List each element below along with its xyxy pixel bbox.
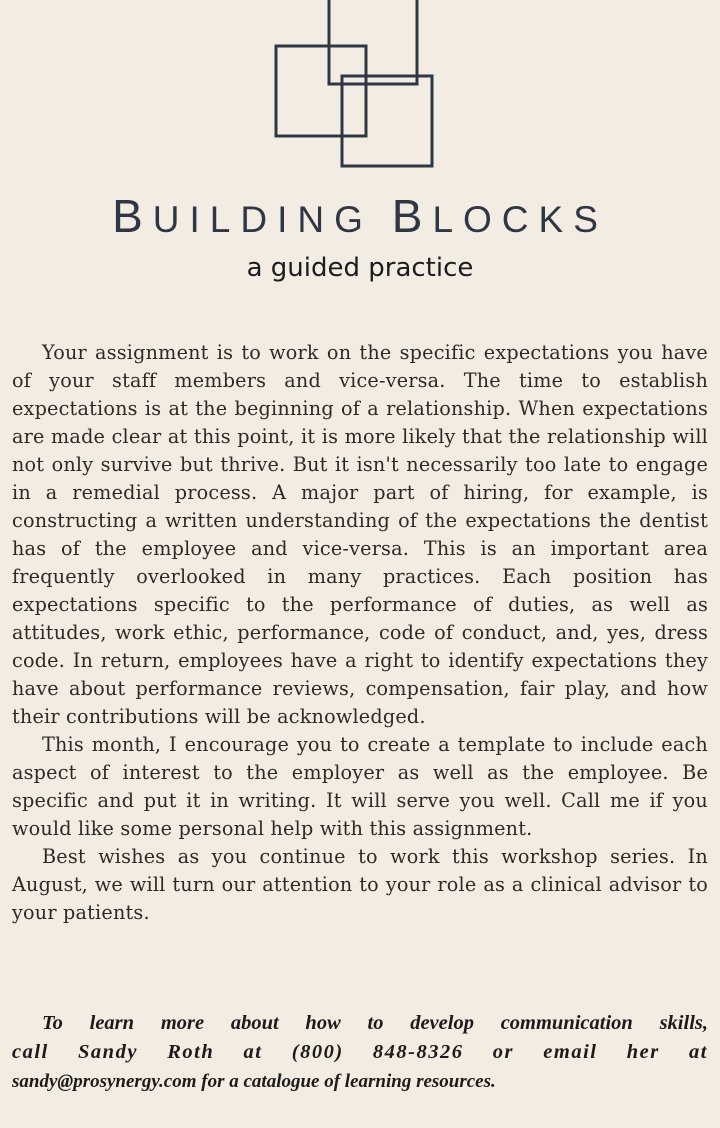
title-initial-b2: B: [391, 190, 433, 242]
page-title: [0, 190, 720, 242]
paragraph-best-wishes: Best wishes as you continue to work this workshop series. In August, we will turn our attention to your role as a clinical advisor to your patients.: [12, 845, 708, 924]
paragraph-this-month: This month, I encourage you to create a template to include each aspect of interest to the employer as well as the employee. Be specific and put it in writing. It will serve you well. Call me if you would like some personal help with this assignment.: [12, 733, 708, 840]
cta-line-3: sandy@prosynergy.com for a catalogue of learning resources.: [12, 1071, 496, 1092]
building-blocks-logo-icon: [0, 0, 720, 180]
title-word-building: UILDING: [152, 199, 373, 240]
call-to-action: [12, 1009, 708, 1096]
cta-line-1: To learn more about how to develop communication skills,: [42, 1012, 708, 1034]
title-initial-b: B: [112, 190, 153, 242]
paragraph-assignment: Your assignment is to work on the specific expectations you have of your staff members and vice-versa. The time to establish expectations is at the beginning of a relationship. When expectations are made clear at this point, it is more likely that the relationship will not only survive but thrive. But it isn't necessarily too late to engage in a remedial process. A major part of hiring, for example, is constructing a written understanding of the expectations the dentist has of the employee and vice-versa. This is an important area frequently overlooked in many practices. Each position has expectations specific to the performance of duties, as well as attitudes, work ethic, performance, code of conduct, and, yes, dress code. In return, employees have a right to identify expectations they have about performance reviews, compensation, fair play, and how their contributions will be acknowledged.: [12, 341, 708, 728]
logo-square-right: [342, 76, 432, 166]
article-body: [12, 339, 708, 927]
logo-square-top: [329, 0, 417, 84]
cta-line-2: call Sandy Roth at (800) 848-8326 or email her at: [12, 1041, 708, 1063]
title-word-blocks: LOCKS: [432, 199, 608, 240]
logo-square-left: [276, 46, 366, 136]
page-subtitle: a guided practice: [246, 253, 474, 283]
